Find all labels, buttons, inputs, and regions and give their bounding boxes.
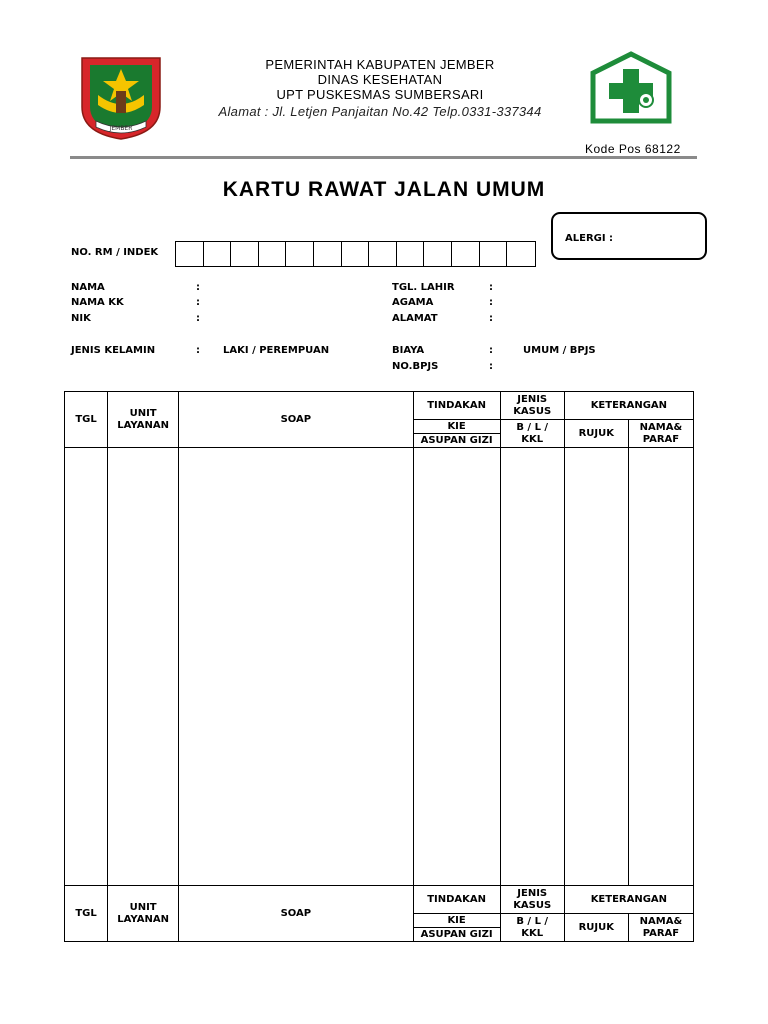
header-line-3: UPT PUSKESMAS SUMBERSARI <box>276 87 484 102</box>
header-tgl: TGL <box>65 392 108 448</box>
header-jenis-kasus: JENIS KASUS <box>500 392 564 420</box>
field-tgllahir-label: TGL. LAHIR <box>392 282 455 293</box>
header-blkkl: B / L / KKL <box>500 420 564 448</box>
puskesmas-logo <box>590 51 672 127</box>
footer-tindakan: TINDAKAN <box>413 886 500 914</box>
header-rujuk: RUJUK <box>564 420 628 448</box>
visit-record-table <box>64 391 694 942</box>
header-line-1: PEMERINTAH KABUPATEN JEMBER <box>265 57 495 72</box>
header-tindakan: TINDAKAN <box>413 392 500 420</box>
rm-digit-box[interactable] <box>204 242 232 266</box>
alergi-label: ALERGI : <box>565 233 614 244</box>
rm-index-boxes[interactable] <box>175 241 536 267</box>
field-agama-colon: : <box>489 297 493 308</box>
field-bpjs-label: NO.BPJS <box>392 361 439 372</box>
postal-code: Kode Pos 68122 <box>585 142 681 156</box>
header-line-2: DINAS KESEHATAN <box>317 72 443 87</box>
field-alamat-colon: : <box>489 313 493 324</box>
field-bpjs-colon: : <box>489 361 493 372</box>
footer-nama-paraf: NAMA& PARAF <box>628 914 693 942</box>
header-keterangan: KETERANGAN <box>564 392 693 420</box>
field-nama-label: NAMA <box>71 282 105 293</box>
rm-digit-box[interactable] <box>342 242 370 266</box>
footer-rujuk: RUJUK <box>564 914 628 942</box>
header-address: Alamat : Jl. Letjen Panjaitan No.42 Telp.0331-337344 <box>218 104 542 119</box>
footer-tgl: TGL <box>65 886 108 942</box>
header-kie: KIE <box>413 420 500 434</box>
jember-seal-logo <box>78 55 164 141</box>
header-asupan-gizi: ASUPAN GIZI <box>413 434 500 448</box>
rm-digit-box[interactable] <box>259 242 287 266</box>
footer-asupan-gizi: ASUPAN GIZI <box>413 928 500 942</box>
field-namakk-colon: : <box>196 297 200 308</box>
rm-digit-box[interactable] <box>424 242 452 266</box>
header-unit-layanan: UNIT LAYANAN <box>108 392 179 448</box>
rm-digit-box[interactable] <box>286 242 314 266</box>
rm-digit-box[interactable] <box>231 242 259 266</box>
rm-digit-box[interactable] <box>452 242 480 266</box>
page-title: KARTU RAWAT JALAN UMUM <box>222 178 546 201</box>
entry-cell-rujuk[interactable] <box>564 448 628 886</box>
seal-text: JEMBER <box>109 125 133 132</box>
rm-digit-box[interactable] <box>480 242 508 266</box>
footer-blkkl: B / L / KKL <box>500 914 564 942</box>
alergi-box[interactable] <box>551 212 707 260</box>
entry-cell-jenis[interactable] <box>500 448 564 886</box>
rm-digit-box[interactable] <box>314 242 342 266</box>
field-gender-label: JENIS KELAMIN <box>71 345 156 356</box>
field-biaya-label: BIAYA <box>392 345 425 356</box>
footer-soap: SOAP <box>179 886 413 942</box>
entry-cell-tgl[interactable] <box>65 448 108 886</box>
field-tgllahir-colon: : <box>489 282 493 293</box>
header-nama-paraf: NAMA& PARAF <box>628 420 693 448</box>
field-agama-label: AGAMA <box>392 297 434 308</box>
entry-cell-unit[interactable] <box>108 448 179 886</box>
field-nama-colon: : <box>196 282 200 293</box>
field-gender-colon: : <box>196 345 200 356</box>
rm-digit-box[interactable] <box>397 242 425 266</box>
footer-kie: KIE <box>413 914 500 928</box>
rm-digit-box[interactable] <box>176 242 204 266</box>
field-biaya-value: UMUM / BPJS <box>523 345 596 356</box>
field-alamat-label: ALAMAT <box>392 313 438 324</box>
rm-digit-box[interactable] <box>507 242 535 266</box>
entry-cell-paraf[interactable] <box>628 448 693 886</box>
field-nik-colon: : <box>196 313 200 324</box>
footer-keterangan: KETERANGAN <box>564 886 693 914</box>
footer-unit-layanan: UNIT LAYANAN <box>108 886 179 942</box>
header-soap: SOAP <box>179 392 413 448</box>
header-divider <box>70 156 697 159</box>
footer-jenis-kasus: JENIS KASUS <box>500 886 564 914</box>
field-nik-label: NIK <box>71 313 91 324</box>
entry-cell-soap[interactable] <box>179 448 413 886</box>
rm-label: NO. RM / INDEK <box>71 247 159 258</box>
field-namakk-label: NAMA KK <box>71 297 124 308</box>
field-gender-value: LAKI / PEREMPUAN <box>223 345 330 356</box>
entry-cell-tindakan[interactable] <box>413 448 500 886</box>
rm-digit-box[interactable] <box>369 242 397 266</box>
field-biaya-colon: : <box>489 345 493 356</box>
